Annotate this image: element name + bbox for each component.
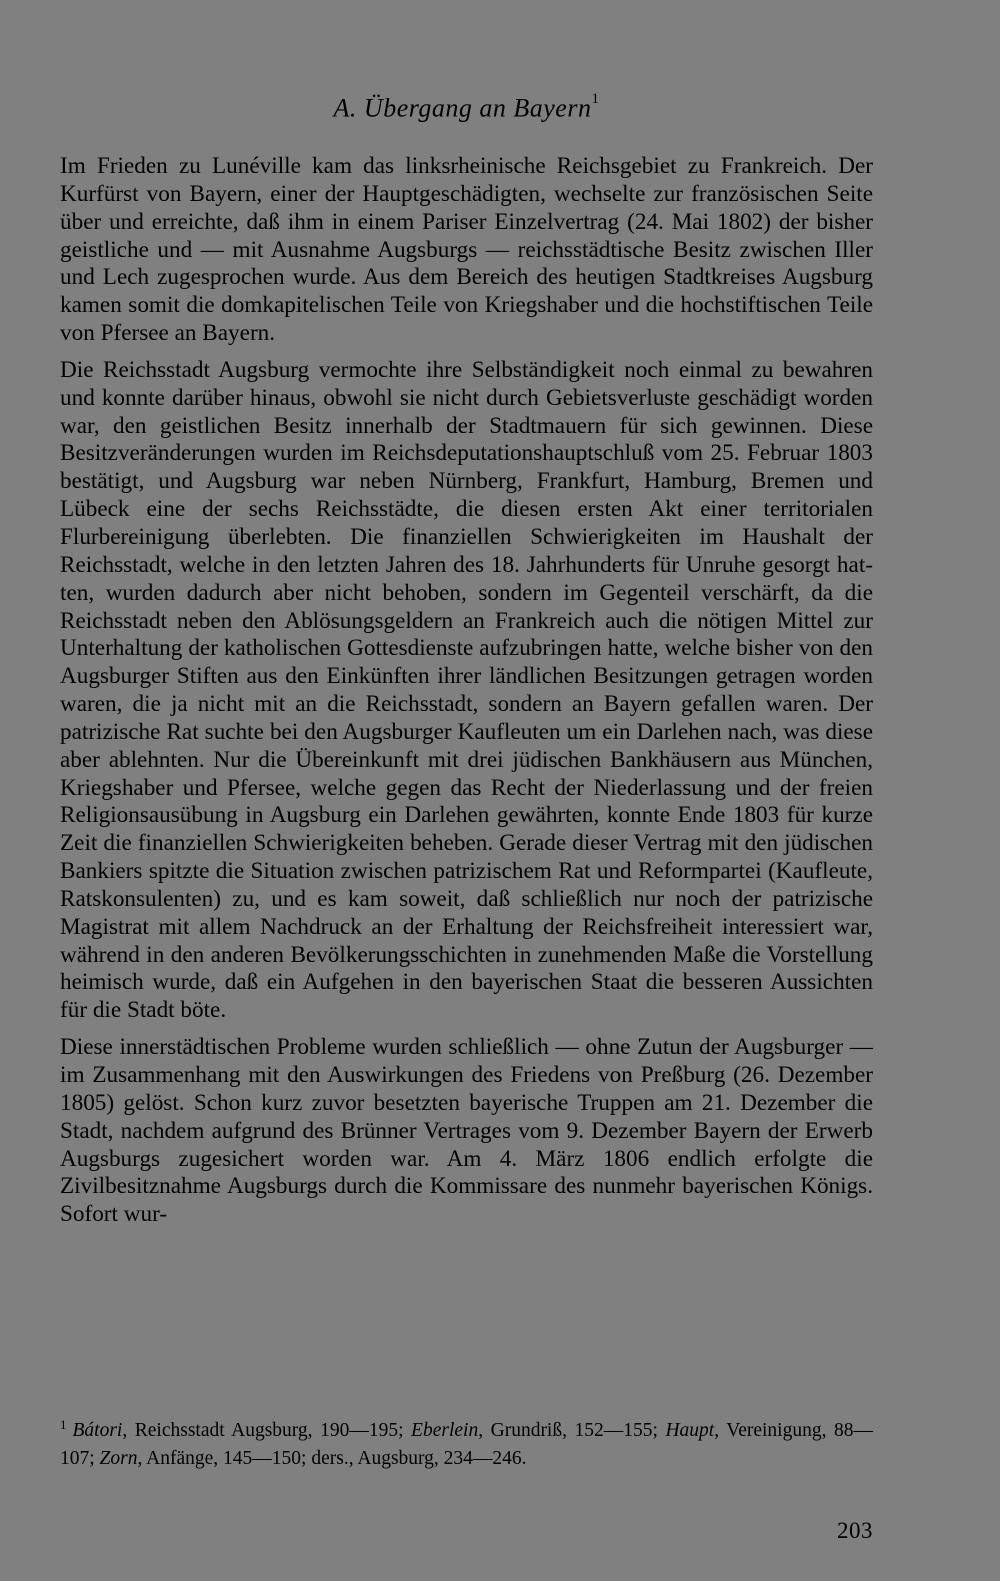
footnote-author: Zorn — [99, 1448, 138, 1469]
paragraph-2: Die Reichsstadt Augsburg vermochte ihre Selbständigkeit noch einmal zu bewahren und konnte darüber hinaus, obwohl sie nicht durch Gebietsverluste geschädigt worden war, den geistlichen Besitz innerhalb der Stadtmauern für sich gewinnen. Diese Besitzveränderungen wurden im Reichsdeputationshauptschluß vom 25. Februar 1803 bestätigt, und Augsburg war neben Nürnberg, Frankfurt, Hamburg, Bremen und Lübeck eine der sechs Reichsstädte, die diesen ersten Akt einer territorialen Flurbereinigung überlebten. Die finanziellen Schwierigkeiten im Haushalt der Reichsstadt, welche in den letzten Jahren des 18. Jahrhunderts für Unruhe gesorgt hatten, wurden dadurch aber nicht behoben, sondern im Gegenteil verschärft, da die Reichsstadt neben den Ablösungsgeldern an Frankreich auch die nötigen Mittel zur Unterhaltung der katholischen Gottesdienste aufzubringen hatte, welche bisher von den Augsburger Stiften aus den Einkünften ihrer ländlichen Besitzungen getragen worden waren, die ja nicht mit an die Reichsstadt, sondern an Bayern gefallen waren. Der patrizische Rat suchte bei den Augsburger Kaufleuten um ein Darlehen nach, was diese aber ablehnten. Nur die Übereinkunft mit drei jüdischen Bankhäusern aus München, Kriegshaber und Pfersee, welche gegen das Recht der Niederlassung und der freien Religionsausübung in Augsburg ein Darlehen gewährten, konnte Ende 1803 für kurze Zeit die finanziellen Schwierigkeiten beheben. Gerade dieser Vertrag mit den jüdischen Bankiers spitzte die Situation zwischen patrizischem Rat und Reformpartei (Kaufleute, Ratskonsulenten) zu, und es kam soweit, daß schließlich nur noch der patrizische Magistrat mit allem Nachdruck an der Erhaltung der Reichsfreiheit interessiert war, während in den anderen Bevölkerungsschichten in zunehmenden Maße die Vorstellung heimisch wurde, daß ein Aufgehen in den bayerischen Staat die besseren Aussichten für die Stadt böte. — [60, 356, 873, 1024]
page-number: 203 — [837, 1518, 873, 1543]
footnote-citation: , Anfänge, 145—150; ders., Augsburg, 234—246. — [137, 1448, 527, 1469]
footnote-author: Bátori — [72, 1420, 123, 1441]
footnote-reference: 1 — [591, 91, 600, 107]
footnote — [60, 1417, 873, 1472]
body-text — [60, 153, 873, 1229]
section-title: A. Übergang an Bayern — [333, 93, 592, 123]
footnote-marker: 1 — [60, 1417, 67, 1432]
footnote-citation: , Reichsstadt Augsburg, 190—195; — [122, 1420, 412, 1441]
paragraph-1: Im Frieden zu Lunéville kam das linksrheinische Reichsgebiet zu Frankreich. Der Kurfürst von Bayern, einer der Hauptgeschädigten, wechselte zur französischen Seite über und erreichte, daß ihm in einem Pariser Einzelvertrag (24. Mai 1802) der bisher geistliche und — mit Ausnahme Augsburgs — reichsstädtische Besitz zwischen Iller und Lech zugesprochen wurde. Aus dem Bereich des heutigen Stadtkreises Augsburg kamen somit die domkapitelischen Teile von Kriegshaber und die hochstiftischen Teile von Pfersee an Bayern. — [60, 153, 873, 347]
footnote-author: Eberlein — [411, 1420, 479, 1441]
footnote-author: Haupt — [665, 1420, 715, 1441]
paragraph-3: Diese innerstädtischen Probleme wurden schließlich — ohne Zutun der Augsburger — im Zusammenhang mit den Auswirkungen des Friedens von Preßburg (26. Dezember 1805) gelöst. Schon kurz zuvor besetzten bayerische Truppen am 21. Dezember die Stadt, nachdem aufgrund des Brünner Vertrages vom 9. Dezember Bayern der Erwerb Augsburgs zugesichert worden war. Am 4. März 1806 endlich erfolgte die Zivilbesitznahme Augsburgs durch die Kommissare des nunmehr bayerischen Königs. Sofort wur- — [60, 1034, 873, 1228]
footnote-citation: , Grundriß, 152—155; — [478, 1420, 666, 1441]
section-heading — [60, 86, 873, 126]
footnote-citation: , Vereinigung, 88—107; — [60, 1420, 873, 1469]
